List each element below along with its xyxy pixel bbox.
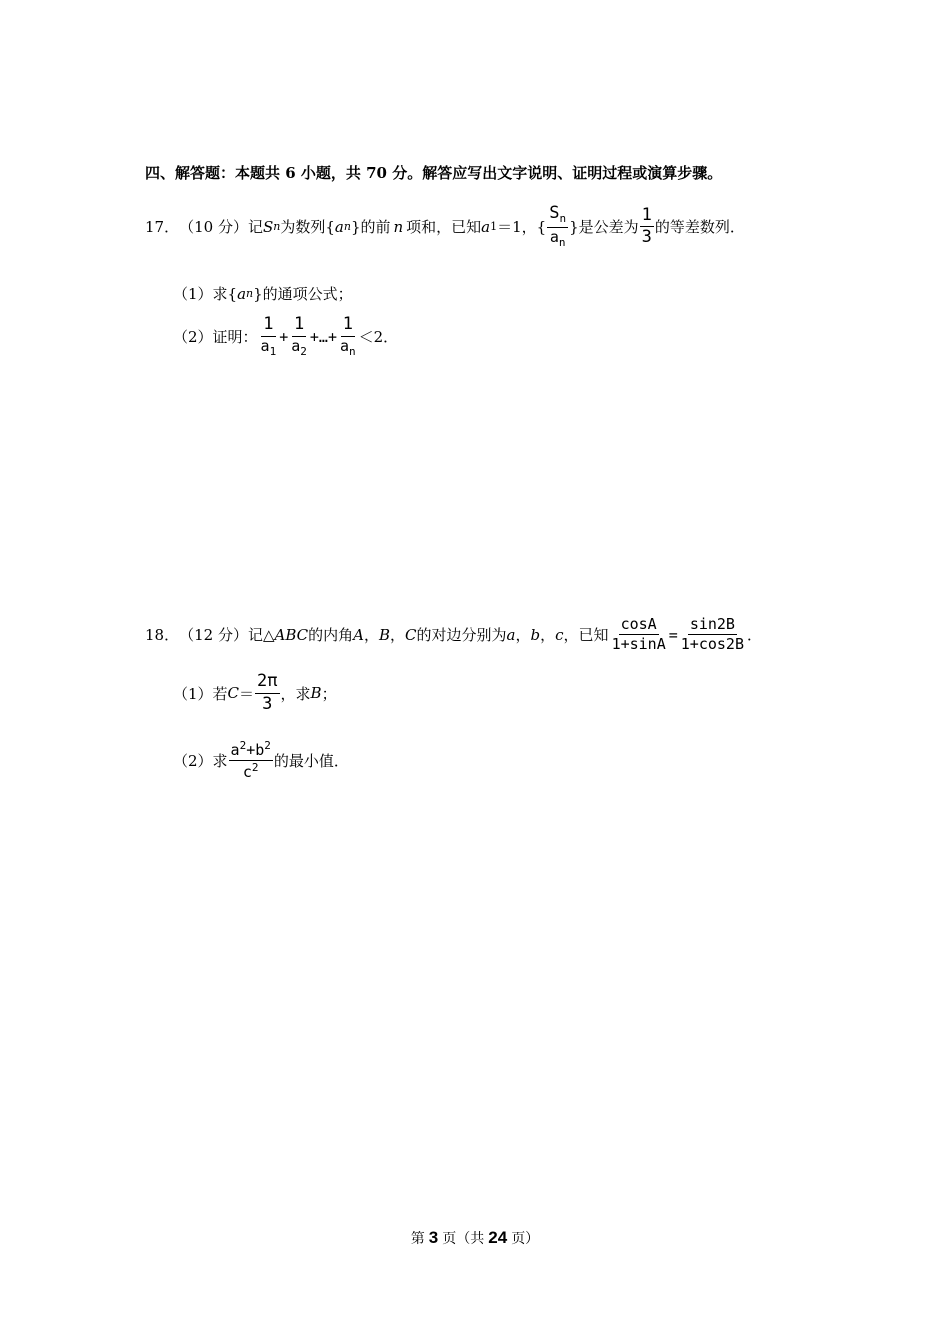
question-17-stem bbox=[145, 204, 745, 249]
part-label: （2）证明： bbox=[173, 328, 258, 347]
frac-num: a bbox=[230, 741, 240, 759]
stem-text: 项和，已知 bbox=[406, 218, 482, 237]
stem-text: ， bbox=[390, 626, 406, 645]
stem-text: 为数列{ bbox=[280, 218, 335, 237]
frac-den: a bbox=[260, 336, 270, 355]
math-var: c bbox=[555, 625, 564, 644]
stem-text: 记 bbox=[247, 218, 263, 237]
part-label: （1）求{ bbox=[173, 285, 238, 303]
stem-text: 的对边分别为 bbox=[416, 626, 507, 645]
part-text: ； bbox=[321, 684, 337, 703]
frac-num: 1 bbox=[261, 315, 275, 337]
page-number: 3 bbox=[428, 1228, 439, 1247]
question-18-part-2 bbox=[173, 740, 349, 782]
frac-num: 1 bbox=[292, 315, 306, 337]
fraction-sn-over-an bbox=[547, 204, 568, 249]
math-sub: 1 bbox=[490, 220, 498, 234]
math-sub: n bbox=[246, 287, 254, 300]
math-var: a bbox=[334, 217, 344, 236]
math-var: B bbox=[379, 625, 391, 644]
exponent: 2 bbox=[239, 739, 247, 752]
ellipsis-sum: +…+ bbox=[309, 327, 337, 346]
part-text: }的通项公式； bbox=[253, 285, 353, 303]
frac-den: 3 bbox=[641, 227, 652, 248]
frac-den-sub: 2 bbox=[300, 344, 307, 358]
equals-sign: ＝ bbox=[239, 684, 255, 703]
frac-den: a bbox=[291, 336, 301, 355]
frac-den-sub: n bbox=[558, 235, 566, 249]
part-text: ＜2． bbox=[358, 328, 399, 347]
frac-den: c bbox=[242, 763, 252, 782]
math-var: A bbox=[353, 625, 364, 644]
part-text: ，求 bbox=[280, 684, 311, 703]
fraction-1-over-a2 bbox=[289, 315, 309, 358]
exponent: 2 bbox=[251, 761, 259, 775]
page-footer bbox=[0, 1228, 950, 1248]
fraction-one-third bbox=[640, 206, 654, 248]
frac-den: 1+sinA bbox=[611, 635, 666, 654]
footer-text: 第 bbox=[410, 1231, 425, 1247]
plus-sign: + bbox=[279, 327, 289, 346]
math-var: a bbox=[237, 284, 247, 303]
question-points: （10 分） bbox=[179, 218, 248, 237]
frac-den-sub: n bbox=[349, 344, 356, 358]
frac-num: 2π bbox=[255, 672, 279, 694]
stem-text: 的等差数列． bbox=[654, 218, 745, 237]
frac-num: sin2B bbox=[688, 616, 737, 635]
part-label: （2）求 bbox=[173, 752, 228, 771]
fraction-sin2B bbox=[679, 616, 746, 654]
frac-num: +b bbox=[246, 741, 265, 759]
stem-text: ＝1，{ bbox=[497, 218, 547, 237]
math-var: b bbox=[530, 625, 541, 644]
frac-den: a bbox=[549, 227, 559, 246]
math-var: ABC bbox=[274, 625, 309, 644]
part-label: （1）若 bbox=[173, 684, 228, 703]
stem-text: 记△ bbox=[247, 626, 275, 645]
stem-text: ， bbox=[540, 626, 556, 645]
math-sub: n bbox=[273, 220, 281, 234]
math-var: a bbox=[481, 217, 491, 236]
fraction-cosA bbox=[610, 616, 668, 654]
question-number: 17． bbox=[145, 218, 180, 237]
frac-num: 1 bbox=[640, 206, 654, 228]
frac-den: a bbox=[339, 336, 350, 355]
stem-text: ， bbox=[515, 626, 531, 645]
frac-num-sub: n bbox=[559, 212, 567, 225]
fraction-1-over-an bbox=[338, 315, 358, 358]
frac-num: cosA bbox=[619, 616, 659, 635]
frac-den: 3 bbox=[262, 693, 273, 714]
fraction-1-over-a1 bbox=[259, 315, 279, 358]
footer-text: 页） bbox=[511, 1231, 540, 1247]
stem-text: }是公差为 bbox=[569, 218, 639, 237]
question-17-part-1 bbox=[173, 283, 353, 304]
math-var: n bbox=[393, 217, 404, 236]
total-pages: 24 bbox=[488, 1228, 508, 1247]
stem-text: ． bbox=[747, 626, 763, 645]
math-var: S bbox=[262, 217, 274, 236]
question-number: 18． bbox=[145, 626, 180, 645]
math-var: C bbox=[227, 684, 240, 703]
frac-den-sub: 1 bbox=[269, 344, 277, 358]
section-title: 四、解答题：本题共 6 小题，共 70 分。解答应写出文字说明、证明过程或演算步骤。 bbox=[145, 164, 723, 182]
stem-text: }的前 bbox=[350, 218, 391, 237]
fraction-a2b2-over-c2 bbox=[229, 740, 273, 782]
question-17-part-2 bbox=[173, 315, 398, 358]
frac-num: 1 bbox=[341, 315, 355, 337]
math-var: a bbox=[506, 625, 516, 644]
frac-den: 1+cos2B bbox=[680, 635, 744, 654]
footer-text: 页（共 bbox=[442, 1231, 485, 1247]
exponent: 2 bbox=[264, 739, 271, 752]
equals-sign: = bbox=[668, 625, 678, 644]
question-18-part-1 bbox=[173, 672, 337, 714]
fraction-2pi-over-3 bbox=[255, 672, 279, 714]
math-sub: n bbox=[343, 220, 351, 234]
question-18-stem bbox=[145, 616, 762, 654]
frac-num: S bbox=[549, 203, 560, 223]
stem-text: ， bbox=[363, 626, 379, 645]
question-points: （12 分） bbox=[179, 626, 248, 645]
stem-text: 的内角 bbox=[308, 626, 354, 645]
part-text: 的最小值． bbox=[273, 752, 349, 771]
math-var: C bbox=[405, 625, 417, 644]
stem-text: ，已知 bbox=[563, 626, 609, 645]
math-var: B bbox=[310, 684, 322, 703]
